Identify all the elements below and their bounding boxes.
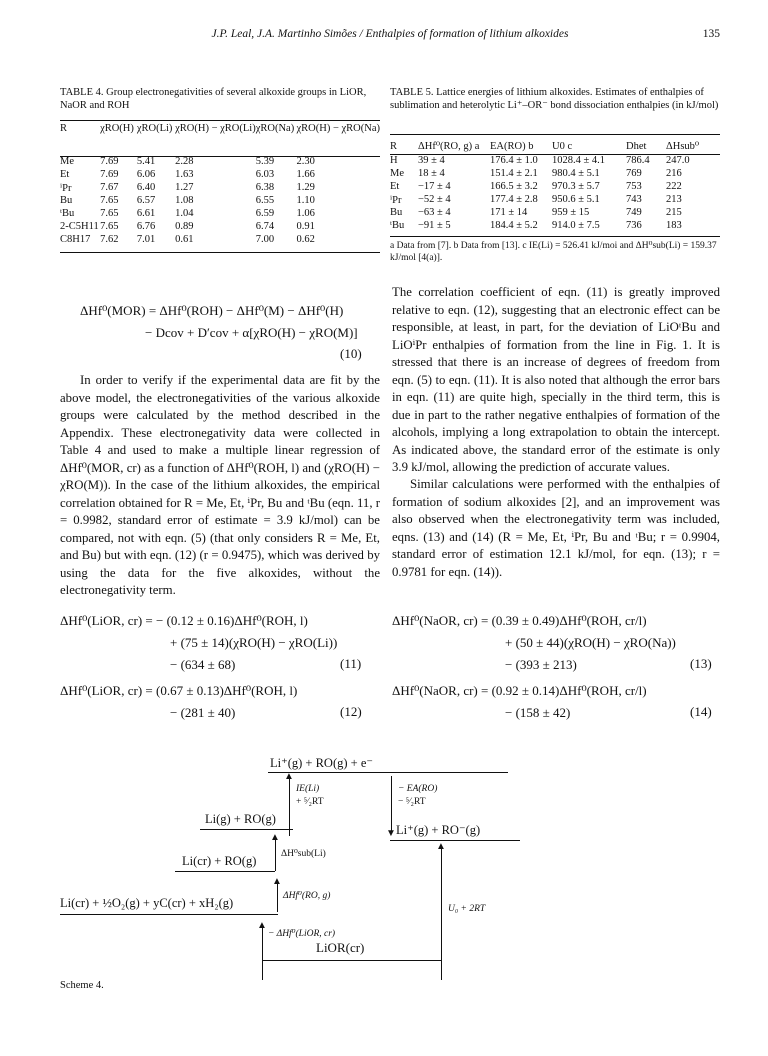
eq11-line2: + (75 ± 14)(χRO(H) − χRO(Li)) <box>170 635 338 650</box>
table-cell: 2-C5H11 <box>60 221 99 232</box>
eq14-number: (14) <box>690 704 712 719</box>
table4-row <box>60 220 380 233</box>
table4-row <box>60 168 380 181</box>
table-cell: 2.30 <box>296 156 315 167</box>
table4-row <box>60 181 380 194</box>
table4-header: χRO(H) − χRO(Na) <box>296 123 380 134</box>
table-cell: 753 <box>626 181 642 192</box>
table-cell: 5.39 <box>255 156 275 167</box>
eq14-line2: − (158 ± 42) <box>505 705 571 720</box>
table-cell: 171 ± 14 <box>490 207 528 218</box>
table-cell: 216 <box>666 168 682 179</box>
scheme-top-level: Li⁺(g) + RO(g) + e⁻ <box>270 756 373 770</box>
table-cell: C8H17 <box>60 234 91 245</box>
arrowhead-up-icon: ▲ <box>257 920 267 931</box>
table-cell: 736 <box>626 220 642 231</box>
table-cell: Et <box>390 181 400 192</box>
table-cell: 743 <box>626 194 642 205</box>
table-cell: 7.62 <box>100 234 119 245</box>
arrowhead-down-icon: ▼ <box>386 828 396 839</box>
eq12-line2: − (281 ± 40) <box>170 705 236 720</box>
table-cell: ᵗBu <box>60 208 75 219</box>
table5-header: ΔHsub⁰ <box>666 141 700 152</box>
table-cell: 1.08 <box>175 195 194 206</box>
scheme-elements: Li(cr) + ½O₂(g) + yC(cr) + xH₂(g) <box>60 896 234 910</box>
table-cell: 7.69 <box>100 156 119 167</box>
table-cell: 1.06 <box>296 208 315 219</box>
table-cell: 0.61 <box>175 234 194 245</box>
table-cell: 213 <box>666 194 682 205</box>
u0-label: U₀ + 2RT <box>448 904 486 914</box>
eq12-number: (12) <box>340 704 362 719</box>
table5-header: Dhet <box>626 140 647 152</box>
table5-footnote: a Data from [7]. b Data from [13]. c IE(Li) = 526.41 kJ/moi and ΔH⁰sub(Li) = 159.37 kJ/mol [4(a)]. <box>390 241 717 263</box>
table-cell: 6.59 <box>255 208 275 219</box>
table-cell: 1.63 <box>175 169 194 180</box>
table-cell: 18 ± 4 <box>418 168 445 179</box>
table-cell: 6.74 <box>255 221 275 232</box>
ea-rt-label: − ⁵⁄₂RT <box>398 797 426 807</box>
table4-header: χRO(H) <box>100 123 134 134</box>
table-cell: 6.55 <box>255 195 275 206</box>
table5-row <box>390 219 720 232</box>
eq11-number: (11) <box>340 656 362 671</box>
table4-row <box>60 207 380 220</box>
table5-row <box>390 154 720 167</box>
table-cell: Et <box>60 169 70 180</box>
table-cell: 215 <box>666 207 682 218</box>
table-cell: 959 ± 15 <box>552 207 590 218</box>
hf-ro-label: ΔHf⁰(RO, g) <box>283 891 331 901</box>
table5-row <box>390 193 720 206</box>
arrowhead-up-icon: ▲ <box>272 876 282 887</box>
table-cell: 1.04 <box>175 208 194 219</box>
table-cell: 7.00 <box>255 234 275 245</box>
table5-row <box>390 167 720 180</box>
right-paragraph-1: The correlation coefficient of eqn. (11) is greatly improved relative to eqn. (12), suggesting that an electronic effect can be responsible, at least, in part, for the deviation of LiOᵗBu and LiOⁱPr enthalpies of formation from the line in Fig. 1. It is stressed that there is an increase of degrees of freedom from eqn. (5) to eqn. (11). It is also noted that although the error bars in eqn. (11) are quite high, specially in the third term, this is due in part to the rather negative enthalpies of formation of the alcohols, implying a long extrapolation to obtain the intercept. As indicated above, the standard error of the estimate is only 3.9 kJ/mol, allowing the prediction of accurate values. <box>392 285 720 474</box>
table-cell: 6.06 <box>136 169 156 180</box>
table5-header: EA(RO) b <box>490 140 534 152</box>
table-cell: 184.4 ± 5.2 <box>490 220 538 231</box>
table-cell: 786.4 <box>626 155 650 166</box>
running-title: J.P. Leal, J.A. Martinho Simões / Enthalpies of formation of lithium alkoxides <box>211 28 569 40</box>
table5-caption: TABLE 5. Lattice energies of lithium alkoxides. Estimates of enthalpies of sublimation and heterolytic Li⁺–OR⁻ bond dissociation enthalpies (in kJ/mol) <box>390 87 719 111</box>
table5-header: U0 c <box>552 140 573 152</box>
arrowhead-up-icon: ▲ <box>284 771 294 782</box>
eq10-line1: ΔHf⁰(MOR) = ΔHf⁰(ROH) − ΔHf⁰(M) − ΔHf⁰(H) <box>80 303 344 318</box>
arrowhead-up-icon: ▲ <box>436 841 446 852</box>
table-cell: Bu <box>60 195 73 206</box>
table-cell: H <box>390 155 398 166</box>
table4-row <box>60 233 380 246</box>
table4-header: R <box>60 123 68 134</box>
table-cell: ⁱPr <box>60 182 72 194</box>
eq11-line3: − (634 ± 68) <box>170 657 236 672</box>
table4-grid <box>60 123 380 246</box>
table5-row <box>390 206 720 219</box>
table-cell: 970.3 ± 5.7 <box>552 181 600 192</box>
table-cell: Bu <box>390 207 403 218</box>
table-cell: 39 ± 4 <box>418 155 445 166</box>
table-cell: 183 <box>666 220 682 231</box>
table-cell: 0.91 <box>296 221 315 232</box>
table-cell: 5.41 <box>136 156 156 167</box>
table4-row <box>60 194 380 207</box>
table-cell: 7.65 <box>100 221 119 232</box>
table-cell: 749 <box>626 207 642 218</box>
table-cell: −63 ± 4 <box>418 207 451 218</box>
table4-header: χRO(Li) <box>136 123 173 134</box>
table-cell: 0.89 <box>175 221 194 232</box>
eq13-line1: ΔHf⁰(NaOR, cr) = (0.39 ± 0.49)ΔHf⁰(ROH, cr/l) <box>392 613 647 628</box>
table-cell: 6.03 <box>255 169 275 180</box>
table-cell: 769 <box>626 168 642 179</box>
hf-lior-label: − ΔHf⁰(LiOR, cr) <box>268 929 336 939</box>
scheme-ions: Li⁺(g) + RO⁻(g) <box>396 823 481 837</box>
eq10-number: (10) <box>340 346 362 361</box>
sublimation-label: ΔH⁰sub(Li) <box>281 849 326 859</box>
table-cell: 7.67 <box>100 182 119 193</box>
table-cell: ⁱPr <box>390 194 402 206</box>
table-cell: −52 ± 4 <box>418 194 451 205</box>
table-cell: 6.40 <box>136 182 156 193</box>
ie-rt-label: + ⁵⁄₂RT <box>296 797 324 807</box>
table4-header: χRO(H) − χRO(Li) <box>175 123 256 134</box>
table-cell: ᵗBu <box>390 220 405 231</box>
table-cell: 166.5 ± 3.2 <box>490 181 538 192</box>
table-cell: 1.29 <box>296 182 315 193</box>
table-cell: 7.65 <box>100 208 119 219</box>
eq13-line3: − (393 ± 213) <box>505 657 577 672</box>
ea-label: − EA(RO) <box>398 784 438 794</box>
table-cell: 177.4 ± 2.8 <box>490 194 538 205</box>
table-cell: 6.76 <box>136 221 156 232</box>
right-paragraph-2: Similar calculations were performed with the enthalpies of formation of sodium alkoxides [2], and an improvement was also observed when the electronegativity term was included, eqns. (13) and (14) (R = Me, Et, ⁱPr, Bu and ᵗBu; r = 0.9904, standard error of estimation 12.1 kJ/mol, for eqn. (13); r = 0.9781 for eqn. (14)). <box>392 477 720 579</box>
table5-header: ΔHf⁰(RO, g) a <box>418 141 480 152</box>
table-cell: 7.01 <box>136 234 156 245</box>
eq10-line2: − Dcov + D′cov + α[χRO(H) − χRO(M)] <box>145 325 358 340</box>
table-cell: 6.38 <box>255 182 275 193</box>
table-cell: 6.61 <box>136 208 156 219</box>
table-cell: 176.4 ± 1.0 <box>490 155 538 166</box>
table-cell: 2.28 <box>175 156 194 167</box>
scheme-caption: Scheme 4. <box>60 980 104 991</box>
table-cell: Me <box>390 168 404 179</box>
eq13-line2: + (50 ± 44)(χRO(H) − χRO(Na)) <box>505 635 676 650</box>
table-cell: 1.27 <box>175 182 194 193</box>
ie-label: IE(Li) <box>296 784 320 794</box>
table-cell: 247.0 <box>666 155 690 166</box>
table-cell: 1.66 <box>296 169 315 180</box>
scheme-li-cr-ro: Li(cr) + RO(g) <box>182 854 257 868</box>
table-cell: 980.4 ± 5.1 <box>552 168 600 179</box>
page-number: 135 <box>702 28 720 40</box>
table-cell: −91 ± 5 <box>418 220 451 231</box>
eq14-line1: ΔHf⁰(NaOR, cr) = (0.92 ± 0.14)ΔHf⁰(ROH, cr/l) <box>392 683 647 698</box>
table-cell: 950.6 ± 5.1 <box>552 194 600 205</box>
table-cell: 914.0 ± 7.5 <box>552 220 600 231</box>
table-cell: Me <box>60 156 74 167</box>
arrowhead-up-icon: ▲ <box>270 832 280 843</box>
scheme-li-ro-gas: Li(g) + RO(g) <box>205 812 276 826</box>
eq13-number: (13) <box>690 656 712 671</box>
table-cell: 1.10 <box>296 195 315 206</box>
table-cell: 151.4 ± 2.1 <box>490 168 538 179</box>
table5-row <box>390 180 720 193</box>
table-cell: 1028.4 ± 4.1 <box>552 155 606 166</box>
table-cell: 6.57 <box>136 195 156 206</box>
scheme-lior: LiOR(cr) <box>316 940 365 955</box>
table-cell: 0.62 <box>296 234 315 245</box>
table-cell: 7.65 <box>100 195 119 206</box>
left-paragraph-1: In order to verify if the experimental data are fit by the above model, the electronegativities of the various alkoxide groups were calculated by the method described in the Appendix. These electronegativity data were collected in Table 4 and used to make a multiple linear regression of ΔHf⁰(MOR, cr) as a function of ΔHf⁰(ROH, l) and (χRO(H) − χRO(M)). In the case of the lithium alkoxides, the empirical correlation obtained for R = Me, Et, ⁱPr, Bu and ᵗBu (eqn. 11, r = 0.9982, standard error of estimate = 3.9 kJ/mol) can be compared, not with eqn. (5) (that only considers R = Me, Et, and Bu) but with eqn. (12) (r = 0.9475), which was derived by using the data for the five alkoxides, without the electronegativity term. <box>60 373 380 597</box>
table-cell: 7.69 <box>100 169 119 180</box>
table5-grid <box>390 138 720 232</box>
table4-header: χRO(Na) <box>255 123 295 134</box>
table-cell: 222 <box>666 181 682 192</box>
eq12-line1: ΔHf⁰(LiOR, cr) = (0.67 ± 0.13)ΔHf⁰(ROH, l) <box>60 683 298 698</box>
eq11-line1: ΔHf⁰(LiOR, cr) = − (0.12 ± 0.16)ΔHf⁰(ROH, l) <box>60 613 308 628</box>
table4-row <box>60 155 380 168</box>
table-cell: −17 ± 4 <box>418 181 451 192</box>
table5-header: R <box>390 140 398 152</box>
table4-caption: TABLE 4. Group electronegativities of several alkoxide groups in LiOR, NaOR and ROH <box>60 87 367 111</box>
